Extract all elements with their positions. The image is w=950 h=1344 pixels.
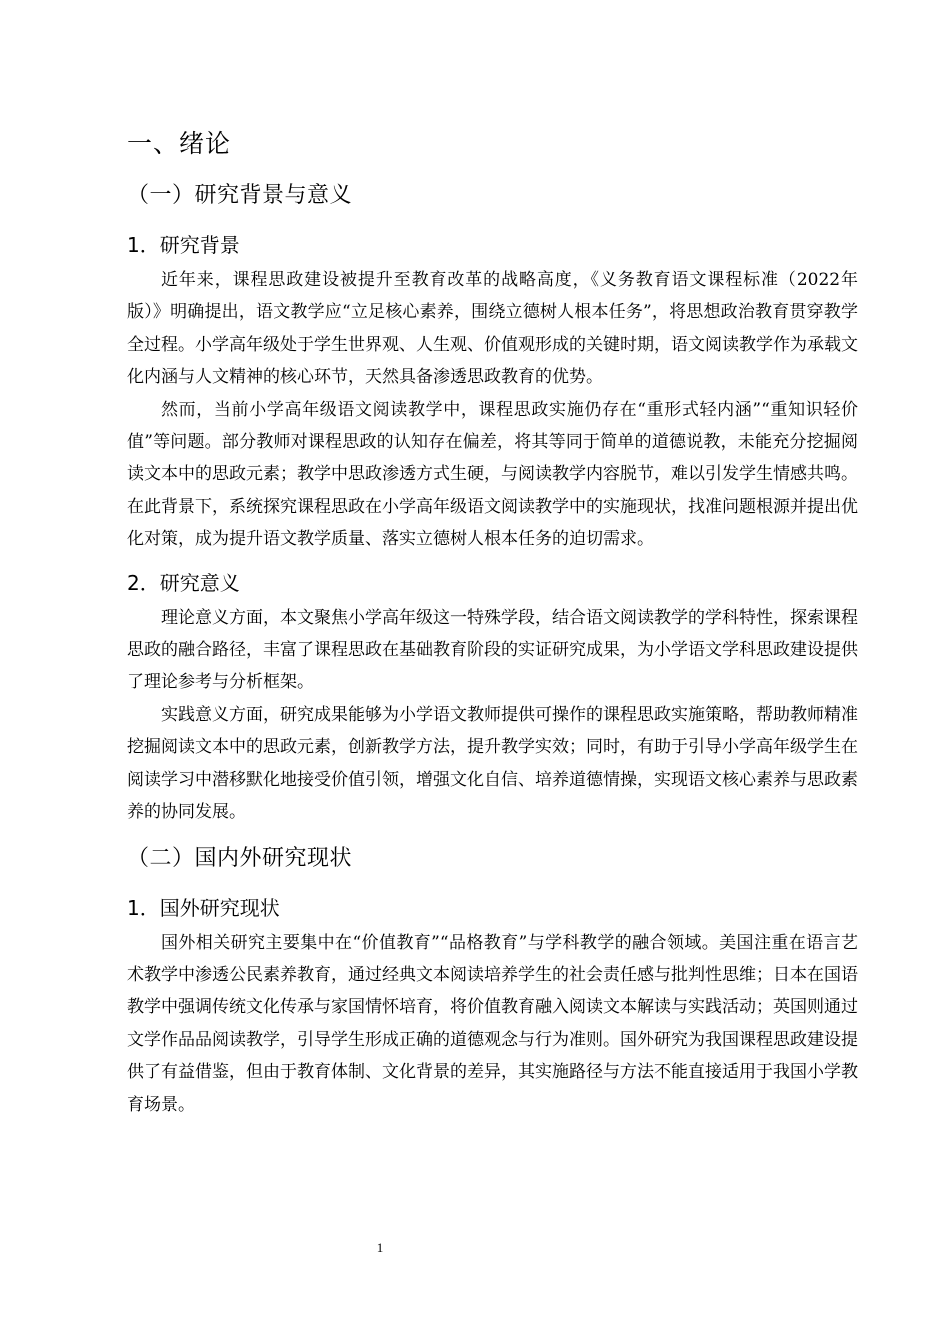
subsection-title-research-significance: 2．研究意义 [127,570,240,595]
paragraph: 国外相关研究主要集中在“价值教育”“品格教育”与学科教学的融合领域。美国注重在语言艺术教学中渗透公民素养教育，通过经典文本阅读培养学生的社会责任感与批判性思维；日本在国语教学中强调传统文化传承与家国情怀培育，将价值教育融入阅读文本解读与实践活动；英国则通过文学作品品阅读教学，引导学生形成正确的道德观念与行为准则。国外研究为我国课程思政建设提供了有益借鉴，但由于教育体制、文化背景的差异，其实施路径与方法不能直接适用于我国小学教育场景。 [127,932,858,1115]
subsection-title-foreign-research: 1．国外研究现状 [127,895,280,920]
chapter-title: 一、绪论 [127,129,232,158]
section-title-background: （一）研究背景与意义 [127,183,353,208]
subsection-title-research-background: 1．研究背景 [127,233,240,257]
paragraph: 然而，当前小学高年级语文阅读教学中，课程思政实施仍存在“重形式轻内涵”“重知识轻价值”等问题。部分教师对课程思政的认知存在偏差，将其等同于简单的道德说教，未能充分挖掘阅读文本中的思政元素；教学中思政渗透方式生硬，与阅读教学内容脱节，难以引发学生情感共鸣。在此背景下，系统探究课程思政在小学高年级语文阅读教学中的实施现状，找准问题根源并提出优化对策，成为提升语文教学质量、落实立德树人根本任务的迫切需求。 [127,399,858,550]
section-title-research-status: （二）国内外研究现状 [127,845,353,871]
page-number: 1 [376,1240,384,1255]
paragraph: 实践意义方面，研究成果能够为小学语文教师提供可操作的课程思政实施策略，帮助教师精准挖掘阅读文本中的思政元素，创新教学方法，提升教学实效；同时，有助于引导小学高年级学生在阅读学习中潜移默化地接受价值引领，增强文化自信、培养道德情操，实现语文核心素养与思政素养的协同发展。 [127,704,858,823]
paragraph: 理论意义方面，本文聚焦小学高年级这一特殊学段，结合语文阅读教学的学科特性，探索课程思政的融合路径，丰富了课程思政在基础教育阶段的实证研究成果，为小学语文学科思政建设提供了理论参考与分析框架。 [127,607,858,693]
document-body [127,126,858,1121]
paragraph: 近年来，课程思政建设被提升至教育改革的战略高度，《义务教育语文课程标准（2022年版）》明确提出，语文教学应“立足核心素养，围绕立德树人根本任务”，将思想政治教育贯穿教学全过程。小学高年级处于学生世界观、人生观、价值观形成的关键时期，语文阅读教学作为承载文化内涵与人文精神的核心环节，天然具备渗透思政教育的优势。 [127,270,858,388]
